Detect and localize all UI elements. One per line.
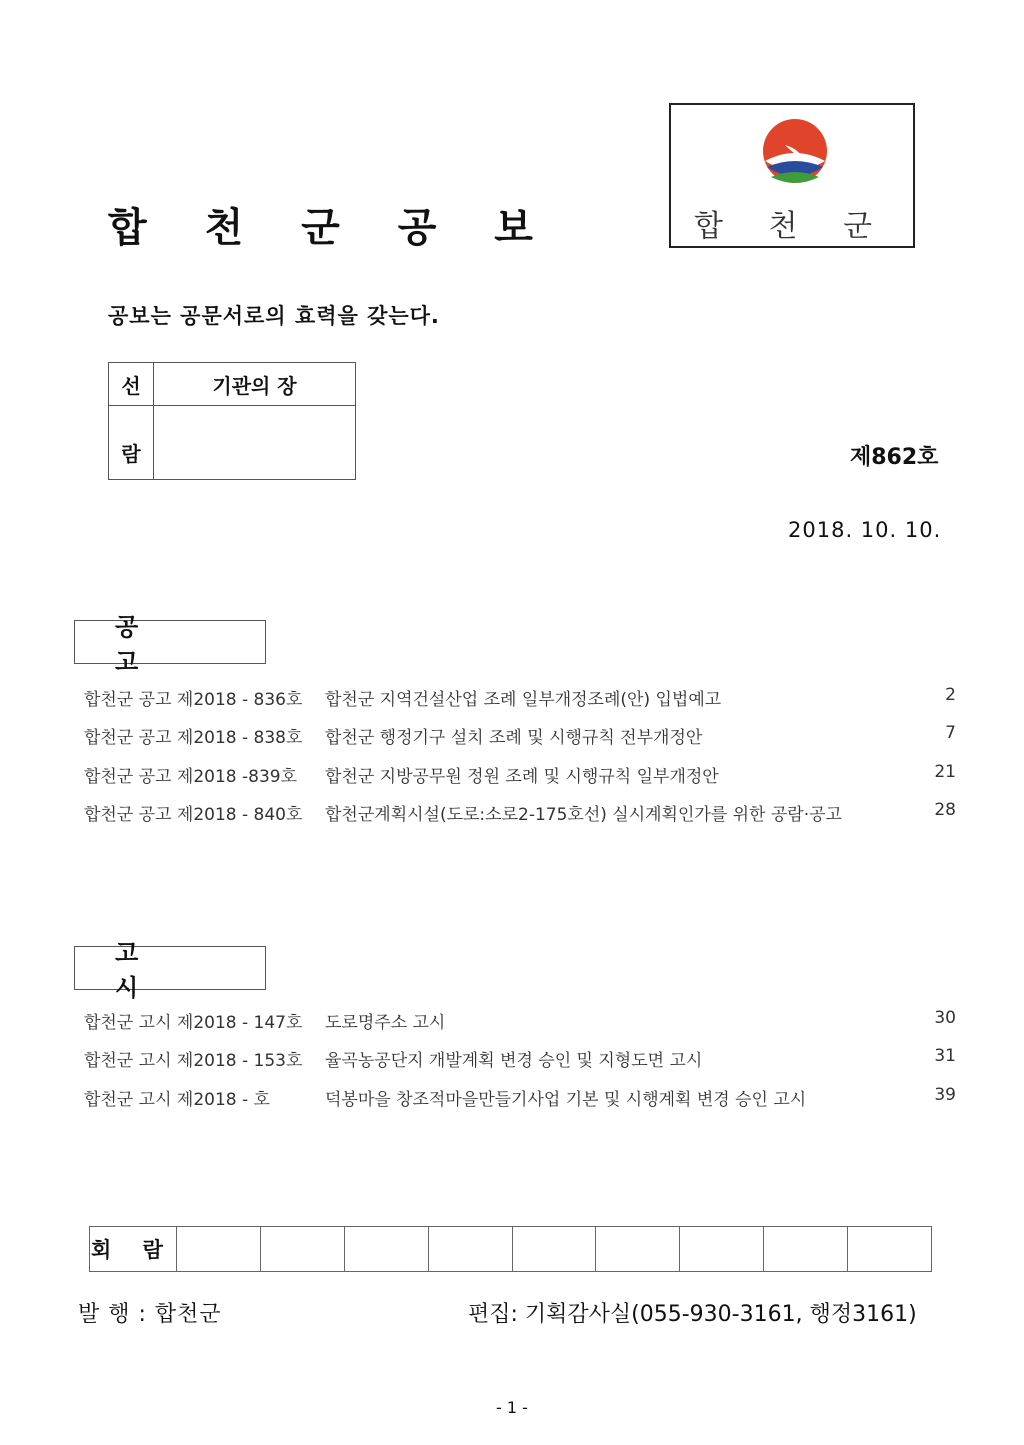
announcement-number: 합천군 고시 제2018 - 호	[84, 1090, 270, 1110]
issue-date: 2018. 10. 10.	[788, 518, 942, 542]
publisher: 발 행 : 합천군	[78, 1302, 222, 1327]
review-label-bottom: 람	[109, 406, 154, 480]
announcement-page: 31	[934, 1046, 956, 1066]
notice-page: 21	[934, 762, 956, 782]
circulation-cell	[344, 1227, 428, 1272]
review-box	[108, 362, 356, 480]
announcement-number: 합천군 고시 제2018 - 147호	[84, 1013, 303, 1033]
document-subtitle: 공보는 공문서로의 효력을 갖는다.	[108, 304, 440, 328]
announcement-page: 30	[934, 1008, 956, 1028]
announcements-heading: 고 시	[74, 946, 266, 990]
review-signature-cell	[154, 406, 356, 480]
list-item[interactable]	[84, 1046, 956, 1070]
page-number: - 1 -	[496, 1398, 528, 1417]
document-title: 합 천 군 공 보	[108, 205, 555, 251]
circulation-cell	[260, 1227, 344, 1272]
circulation-cell	[680, 1227, 764, 1272]
circulation-cell	[596, 1227, 680, 1272]
notice-page: 28	[934, 800, 956, 820]
county-emblem-icon	[755, 115, 835, 195]
notice-title: 합천군 지방공무원 정원 조례 및 시행규칙 일부개정안	[325, 767, 719, 787]
list-item[interactable]	[84, 762, 956, 786]
circulation-cell	[512, 1227, 596, 1272]
announcement-page: 39	[934, 1085, 956, 1105]
county-logo	[669, 103, 915, 248]
notice-number: 합천군 공고 제2018 - 840호	[84, 805, 303, 825]
issue-number: 제862호	[850, 445, 939, 470]
logo-text: 합 천 군	[693, 209, 890, 244]
circulation-cell	[848, 1227, 932, 1272]
circulation-cell	[764, 1227, 848, 1272]
notice-page: 2	[945, 685, 956, 705]
circulation-cell	[428, 1227, 512, 1272]
notice-number: 합천군 공고 제2018 - 836호	[84, 690, 303, 710]
notice-title: 합천군 행정기구 설치 조례 및 시행규칙 전부개정안	[325, 728, 703, 748]
list-item[interactable]	[84, 1008, 956, 1032]
list-item[interactable]	[84, 685, 956, 709]
review-header: 기관의 장	[154, 363, 356, 406]
list-item[interactable]	[84, 800, 956, 824]
announcement-title: 덕봉마을 창조적마을만들기사업 기본 및 시행계획 변경 승인 고시	[325, 1090, 807, 1110]
notice-title: 합천군 지역건설산업 조례 일부개정조례(안) 입법예고	[325, 690, 722, 710]
editor-contact: 편집: 기획감사실(055-930-3161, 행정3161)	[468, 1302, 917, 1327]
circulation-label: 회 람	[90, 1227, 177, 1272]
review-label-top: 선	[109, 363, 154, 406]
notice-number: 합천군 공고 제2018 - 838호	[84, 728, 303, 748]
circulation-cell	[177, 1227, 261, 1272]
notice-number: 합천군 공고 제2018 -839호	[84, 767, 298, 787]
announcement-title: 도로명주소 고시	[325, 1013, 446, 1033]
list-item[interactable]	[84, 1085, 956, 1109]
notice-title: 합천군계획시설(도로:소로2-175호선) 실시계획인가를 위한 공람·공고	[325, 805, 842, 825]
notice-page: 7	[945, 723, 956, 743]
announcement-number: 합천군 고시 제2018 - 153호	[84, 1051, 303, 1071]
notices-heading: 공 고	[74, 620, 266, 664]
list-item[interactable]	[84, 723, 956, 747]
circulation-table	[89, 1226, 932, 1272]
announcement-title: 율곡농공단지 개발계획 변경 승인 및 지형도면 고시	[325, 1051, 703, 1071]
